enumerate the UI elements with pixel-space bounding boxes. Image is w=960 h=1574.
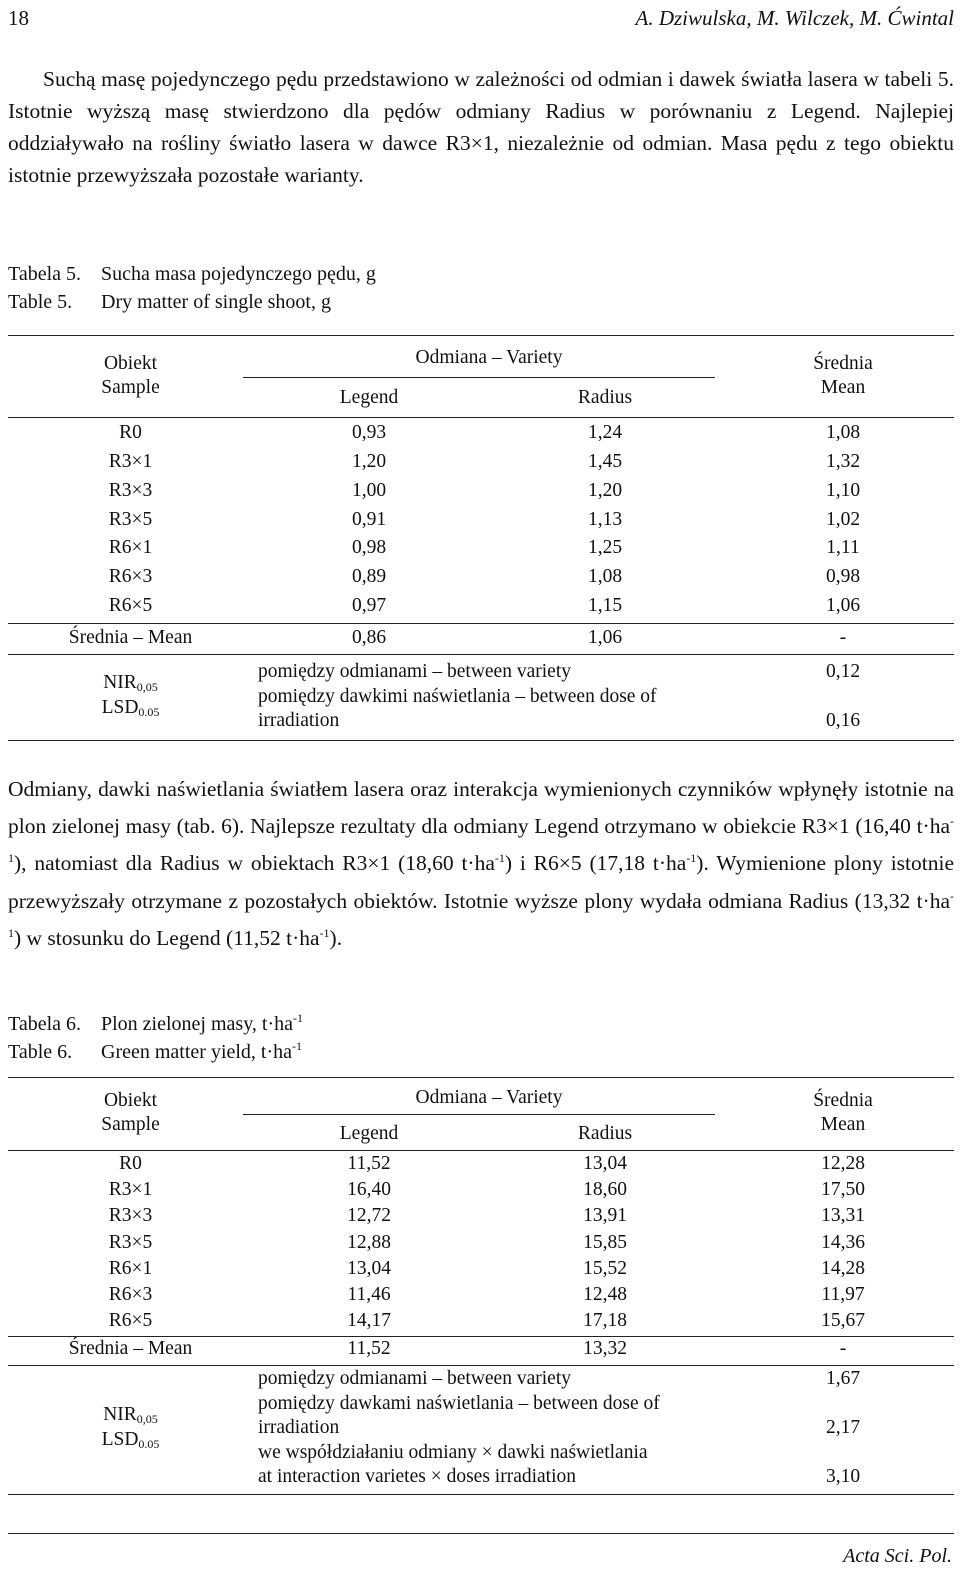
table5-r6-sample: R6×5 [108,595,153,616]
table5-nir-text: NIR [103,672,137,693]
table6-r1-radius: 18,60 [583,1179,627,1200]
table5-head-rule [8,417,954,418]
table5-head-legend: Legend [339,387,399,408]
table5-r1-radius: 1,45 [587,451,623,472]
table6-r1-legend: 16,40 [347,1179,391,1200]
table5-r2-mean: 1,10 [825,480,861,501]
table6-caption-pl-label: Tabela 6. [8,1013,82,1035]
footer-rule [8,1533,954,1534]
table5-r0-mean: 1,08 [825,422,861,443]
paragraph2-sup-3: -1 [686,851,697,866]
table6-head-sample-en: Sample [101,1114,160,1135]
table6-caption-en-label: Table 6. [8,1041,73,1063]
table6-caption-en-sup: -1 [292,1039,303,1053]
table5-r3-mean: 1,02 [825,509,861,530]
table6-head-rule [8,1150,954,1151]
table6-nir-text: NIR [103,1404,137,1425]
table6-r4-sample: R6×1 [108,1258,153,1279]
table5-r5-mean: 0,98 [825,566,861,587]
table6-r4-legend: 13,04 [347,1258,391,1279]
paragraph2-part-2: ), natomiast dla Radius w obiektach R3×1 (18,60 t·ha [14,851,495,876]
table5-variety-rule [243,377,715,378]
table6-mean-radius: 13,32 [583,1338,627,1359]
table5-r4-sample: R6×1 [108,537,153,558]
journal-footer: Acta Sci. Pol. [843,1545,952,1567]
table6-caption-pl-sup: -1 [293,1011,303,1025]
table6-r5-legend: 11,46 [347,1284,391,1305]
paragraph2-sup-5: -1 [319,925,330,940]
paragraph2-part-6: ). [329,925,343,950]
table5-r2-legend: 1,00 [351,480,387,501]
table6-r2-sample: R3×3 [108,1205,153,1226]
table5-mean-top-rule [8,623,954,624]
table5-mean-legend: 0,86 [351,627,387,648]
paragraph2-sup-1: -1 [8,814,954,866]
table6-head-radius: Radius [577,1123,633,1144]
table5-r3-legend: 0,91 [351,509,387,530]
table6-r0-legend: 11,52 [347,1153,391,1174]
table5-lsd-text: LSD [101,697,139,718]
table6-head-sample-pl: Obiekt [103,1090,158,1111]
table6-lsd-text: LSD [101,1429,139,1450]
table5-r2-radius: 1,20 [587,480,623,501]
table6-nir-sub: 0,05 [136,1412,158,1426]
table5-lsd-value-0: 0,12 [825,661,861,682]
table5-lsd-text-2: irradiation [258,710,340,731]
table6-head-variety: Odmiana – Variety [415,1087,563,1108]
table6-r3-radius: 15,85 [583,1232,627,1253]
table6-lsd-value-2: 2,17 [825,1417,861,1438]
paragraph-2 [8,773,954,954]
table6-head-legend: Legend [339,1123,399,1144]
table5-r1-mean: 1,32 [825,451,861,472]
table6-variety-rule [243,1114,715,1115]
table5-r3-radius: 1,13 [587,509,623,530]
table5-r4-mean: 1,11 [826,537,860,558]
table6-r6-legend: 14,17 [347,1310,391,1331]
table6-r5-radius: 12,48 [583,1284,627,1305]
table6-lsd-text-4: at interaction varietes × doses irradiation [258,1466,577,1487]
table6-head-mean-pl: Średnia [813,1090,873,1111]
table6-r6-mean: 15,67 [821,1310,865,1331]
page-header [8,6,954,30]
paragraph-1: Suchą masę pojedynczego pędu przedstawiono w zależności od odmian i dawek światła lasera w tabeli 5. Istotnie wyższą masę stwierdzono dla pędów odmiany Radius w porównaniu z Legend. Najlepiej oddziaływało na rośliny światło lasera w dawce R3×1, niezależnie od odmian. Masa pędu z tego obiektu istotnie przewyższała pozostałe warianty. [8,67,954,187]
table6-r6-radius: 17,18 [583,1310,627,1331]
table6-r0-mean: 12,28 [821,1153,865,1174]
table5-head-variety: Odmiana – Variety [415,347,563,368]
table5-mean-radius: 1,06 [587,627,623,648]
table6-r1-sample: R3×1 [108,1179,153,1200]
table6-r4-radius: 15,52 [583,1258,627,1279]
table5-mean-bottom-rule [8,654,954,655]
paragraph2-part-3: ) i R6×5 (17,18 t·ha [504,851,687,876]
table6-r2-radius: 13,91 [583,1205,627,1226]
table5-caption-pl-text: Sucha masa pojedynczego pędu, g [101,263,376,285]
table5-mean-mean: - [839,627,847,648]
table5-nir-label [8,672,253,695]
table6-r0-sample: R0 [119,1153,142,1174]
table6-lsd-label [8,1429,253,1452]
table5-caption-pl [8,260,376,288]
table5-r5-radius: 1,08 [587,566,623,587]
table5-mean-label: Średnia – Mean [68,627,193,648]
table6-r0-radius: 13,04 [583,1153,627,1174]
table5-r4-radius: 1,25 [587,537,623,558]
table5-r4-legend: 0,98 [351,537,387,558]
table-5 [8,335,954,745]
table5-r6-radius: 1,15 [587,595,623,616]
table6-mean-legend: 11,52 [347,1338,391,1359]
table6-r3-mean: 14,36 [821,1232,865,1253]
table6-bottom-rule [8,1494,954,1495]
table5-caption-en-label: Table 5. [8,291,73,313]
table6-mean-label: Średnia – Mean [68,1338,193,1359]
table6-mean-mean: - [839,1338,847,1359]
table6-r3-sample: R3×5 [108,1232,153,1253]
table5-head-sample-pl: Obiekt [103,353,158,374]
table6-lsd-sub: 0.05 [138,1437,160,1451]
table5-r6-legend: 0,97 [351,595,387,616]
table6-r3-legend: 12,88 [347,1232,391,1253]
paragraph2-part-5: ) w stosunku do Legend (11,52 t·ha [14,925,320,950]
table5-bottom-rule [8,740,954,741]
table5-r1-legend: 1,20 [351,451,387,472]
table5-head-sample-en: Sample [101,377,160,398]
table5-r2-sample: R3×3 [108,480,153,501]
table6-r2-legend: 12,72 [347,1205,391,1226]
table5-lsd-sub: 0.05 [138,705,160,719]
table6-lsd-text-1: pomiędzy dawkami naświetlania – between dose of [258,1393,660,1414]
table5-head-mean-pl: Średnia [813,353,873,374]
table5-lsd-text-0: pomiędzy odmianami – between variety [258,661,571,682]
table6-head-mean-en: Mean [820,1114,866,1135]
paragraph2-sup-2: -1 [494,851,505,866]
table6-lsd-text-3: we współdziałaniu odmiany × dawki naświetlania [258,1442,648,1463]
paragraph2-part-1: Odmiany, dawki naświetlania światłem lasera oraz interakcja wymienionych czynników wpłynęły istotnie na plon zielonej masy (tab. 6). Najlepsze rezultaty dla odmiany Legend otrzymano w obiekcie R3×1 (16,40 t·ha [8,777,954,839]
authors: A. Dziwulska, M. Wilczek, M. Ćwintal [635,6,954,30]
table6-r5-mean: 11,97 [821,1284,865,1305]
table6-top-rule [8,1077,954,1078]
table6-mean-bottom-rule [8,1365,954,1366]
table6-r1-mean: 17,50 [821,1179,865,1200]
table6-lsd-text-2: irradiation [258,1417,340,1438]
table5-r5-sample: R6×3 [108,566,153,587]
table6-r2-mean: 13,31 [821,1205,865,1226]
table5-head-mean-en: Mean [820,377,866,398]
table5-r3-sample: R3×5 [108,509,153,530]
table-6 [8,1077,954,1497]
paragraph2-sup-4: -1 [8,888,954,940]
table5-caption-en-text: Dry matter of single shoot, g [101,291,331,313]
table5-r0-radius: 1,24 [587,422,623,443]
table6-r5-sample: R6×3 [108,1284,153,1305]
table6-caption-en-text: Green matter yield, t·ha [101,1041,293,1063]
table6-r4-mean: 14,28 [821,1258,865,1279]
table6-caption-pl-text: Plon zielonej masy, t·ha [101,1013,293,1035]
table5-r0-sample: R0 [119,422,142,443]
table5-head-radius: Radius [577,387,633,408]
table5-r5-legend: 0,89 [351,566,387,587]
table5-r1-sample: R3×1 [108,451,153,472]
table5-top-rule [8,335,954,336]
table6-mean-top-rule [8,1336,954,1337]
table5-caption-pl-label: Tabela 5. [8,263,82,285]
table6-lsd-value-4: 3,10 [825,1466,861,1487]
table5-lsd-label [8,697,253,720]
table6-r6-sample: R6×5 [108,1310,153,1331]
table5-nir-sub: 0,05 [136,680,158,694]
page-number: 18 [8,6,29,30]
table5-r0-legend: 0,93 [351,422,387,443]
table5-caption-en [8,288,331,316]
table6-nir-label [8,1404,253,1427]
table5-lsd-text-1: pomiędzy dawkimi naświetlania – between dose of [258,686,657,707]
table5-r6-mean: 1,06 [825,595,861,616]
table6-lsd-text-0: pomiędzy odmianami – between variety [258,1368,571,1389]
table5-lsd-value-2: 0,16 [825,710,861,731]
table6-caption-en [8,1032,302,1066]
table6-lsd-value-0: 1,67 [825,1368,861,1389]
paragraph2-part-4: ). Wymienione plony istotnie przewyższały otrzymane z pozostałych obiektów. Istotnie wyższe plony wydała odmiana Radius (13,32 t·ha [8,851,954,913]
